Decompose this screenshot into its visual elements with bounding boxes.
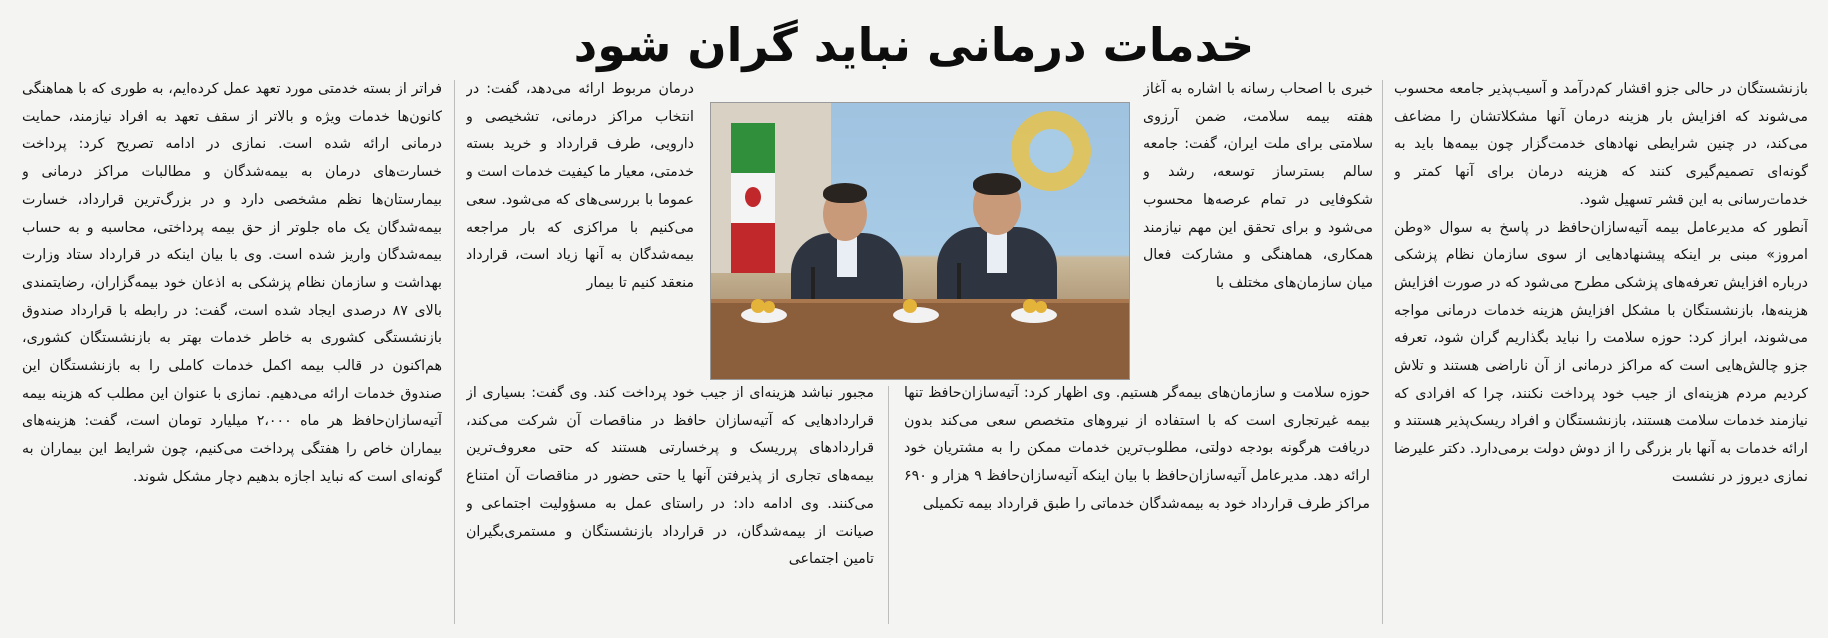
article-headline: خدمات درمانی نباید گران شود [573, 18, 1255, 72]
column-2-top: خبری با اصحاب رسانه با اشاره به آغاز هفته بیمه سلامت، ضمن آرزوی سلامتی برای ملت ایران، گفت: جامعه سالم بسترساز توسعه، رشد و شکوفایی در تمام عرصه‌ها محسوب می‌شود و برای تحقق این مهم نیازمند همکاری، هماهنگی و مشارکت فعال میان سازمان‌های مختلف با [1143, 81, 1373, 291]
column-divider-3 [454, 80, 455, 624]
column-1-paragraph-2: آنطور که مدیرعامل بیمه آتیه‌سازان‌حافظ در پاسخ به سوال «وطن امروز» مبنی بر اینکه پیشنهادهایی از سوی سازمان نظام پزشکی درباره افزایش تعرفه‌های پزشکی مطرح می‌شود که در صورت افزایش هزینه‌ها، بازنشستگان با مشکل افزایش هزینه خدمات درمانی مواجه می‌شوند، ابراز کرد: حوزه سلامت را نباید بگذاریم گران شود، تعرفه جزو چالش‌هایی است که مراکز درمانی از آن ناراضی هستند و تلاش کردیم مردم هزینه‌ای از جیب خود پرداخت نکنند، چرا که افرادی که نیازمند خدمات سلامت هستند، بازنشستگان و افراد ریسک‌پذیر هستند و ارائه خدمات به آنها بار بزرگی را از دوش دولت برمی‌دارد. دکتر علیرضا نمازی دیروز در نشست [1394, 219, 1808, 485]
press-conference-photo [710, 102, 1130, 380]
column-divider-1 [1382, 80, 1383, 624]
column-2-bottom: حوزه سلامت و سازمان‌های بیمه‌گر هستیم. وی اظهار کرد: آتیه‌سازان‌حافظ تنها بیمه غیرتجاری است که با استفاده از نیروهای متخصص سعی می‌کند بدون دریافت هرگونه بودجه دولتی، مطلوب‌ترین خدمات ممکن را به مشتریان خود ارائه دهد. مدیرعامل آتیه‌سازان‌حافظ با بیان اینکه آتیه‌سازان‌حافظ ۹ هزار و ۶۹۰ مراکز طرف قرارداد خود به بیمه‌شدگان خدماتی را طبق قرارداد بیمه تکمیلی [904, 385, 1370, 512]
column-divider-2 [888, 386, 889, 624]
column-3-bottom: مجبور نباشد هزینه‌ای از جیب خود پرداخت کند. وی گفت: بسیاری از قراردادهایی که آتیه‌سازان حافظ در مناقصات آن شرکت می‌کند، قراردادهای پرریسک و پرخسارتی هستند که حتی معروف‌ترین بیمه‌های تجاری از پذیرفتن آنها یا حتی حضور در مناقصات آن امتناع می‌کنند. وی ادامه داد: در راستای عمل به مسؤولیت اجتماعی و صیانت از بیمه‌شدگان، در قرارداد بازنشستگان و مستمری‌بگیران تامین اجتماعی [466, 385, 874, 568]
column-1 [1394, 76, 1808, 628]
column-3-top: درمان مربوط ارائه می‌دهد، گفت: در انتخاب مراکز درمانی، تشخیصی و دارویی، طرف قرارداد و خرید بسته خدمتی، معیار ما کیفیت خدمات است و عموما با بررسی‌های که می‌شود. سعی می‌کنیم با مراکزی که بار مراجعه بیمه‌شدگان به آنها زیاد است، قرارداد منعقد کنیم تا بیمار [466, 81, 694, 291]
flag-icon [731, 123, 775, 273]
column-4: فراتر از بسته خدمتی مورد تعهد عمل کرده‌ایم، به طوری که با هماهنگی کانون‌ها خدمات ویژه و بالاتر از سقف تعهد به افراد نیازمند، حمایت درمانی ارائه شده است. نمازی در ادامه تصریح کرد: پرداخت خسارت‌های درمان به بیمه‌شدگان و مطالبات مراکز درمانی و بیمارستان‌ها نظم مشخصی دارد و در بزرگ‌ترین قرارداد، خسارت بیمه‌شدگان یک ماه جلوتر از حق بیمه پرداختی، محاسبه و به حساب بیمه‌شدگان واریز شده است. وی با بیان اینکه در قرارداد ستاد وزارت بهداشت و سازمان نظام پزشکی به اذعان خود بیمه‌گزاران، رضایتمندی بالای ۸۷ درصدی ایجاد شده است، گفت: در رابطه با قرارداد صندوق بازنشستگی کشوری به خاطر خدمات بهتر به بازنشستگان کشوری، هم‌اکنون در قالب بیمه اکمل خدمات کاملی را به بازنشستگان این صندوق خدمات ارائه می‌دهیم. نمازی با عنوان این مطلب که هزینه بیمه آتیه‌سازان‌حافظ هر ماه ۲،۰۰۰ میلیارد تومان است، گفت: هزینه‌های بیماران خاص را هفتگی پرداخت می‌کنیم، چون شرایط این بیماران به گونه‌ای است که نباید اجازه بدهیم دچار مشکل شوند. [22, 81, 442, 485]
column-1-paragraph-1: بازنشستگان در حالی جزو اقشار کم‌درآمد و آسیب‌پذیر جامعه محسوب می‌شوند که افزایش بار هزینه درمان آنها مشکلاتشان را مضاعف می‌کند، در چنین شرایطی نهادهای خدمت‌گزار چون بیمه‌ها باید به گونه‌ای تصمیم‌گیری کنند که هزینه درمان برای آنها کمتر و خدمات‌رسانی به این قشر تسهیل شود. [1394, 81, 1808, 208]
